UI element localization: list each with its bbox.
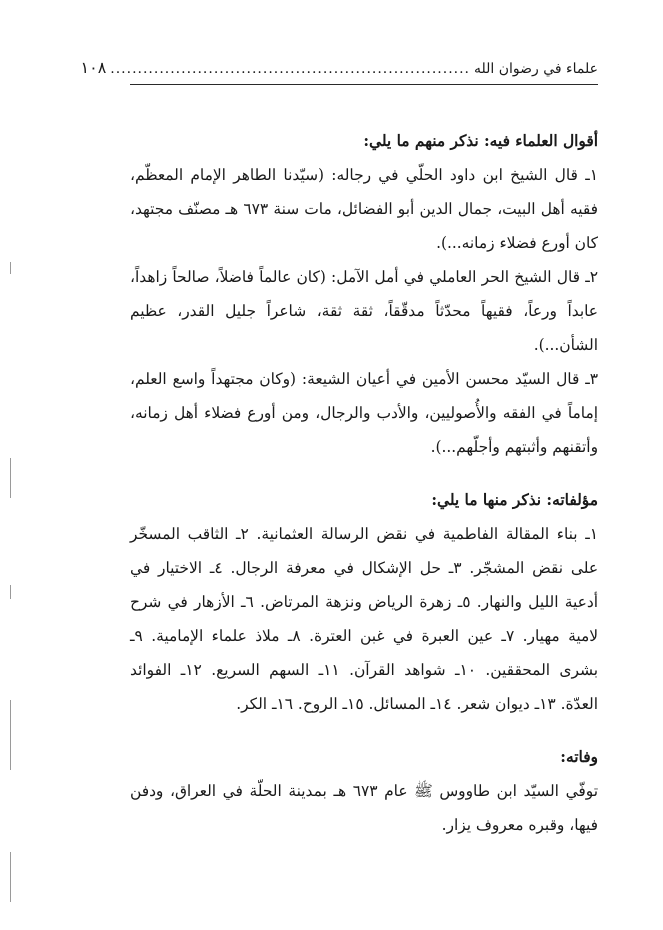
scan-margin-mark xyxy=(10,585,11,599)
saying-item: ٢ـ قال الشيخ الحر العاملي في أمل الآمل: (كان عالماً فاضلاً، صالحاً زاهداً، عابداً ورعاً، فقيهاً محدّثاً مدقّقاً، ثقة ثقة، شاعراً جليل القدر، عظيم الشأن...). xyxy=(130,268,598,354)
works-list: ١ـ بناء المقالة الفاطمية في نقض الرسالة العثمانية. ٢ـ الثاقب المسخّر على نقض المشجّر. ٣ـ حل الإشكال في معرفة الرجال. ٤ـ الاختيار في أدعية الليل والنهار. ٥ـ زهرة الرياض ونزهة المرتاض. ٦ـ الأزهار في شرح لامية مهيار. ٧ـ عين العبرة في غبن العترة. ٨ـ ملاذ علماء الإمامية. ٩ـ بشرى المحققين. ١٠ـ شواهد القرآن. ١١ـ السهم السريع. ١٢ـ الفوائد العدّة. ١٣ـ ديوان شعر. ١٤ـ المسائل. ١٥ـ الروح. ١٦ـ الكر. xyxy=(130,525,599,713)
death-section xyxy=(130,740,598,842)
scan-margin-mark xyxy=(10,852,11,902)
scan-margin-mark xyxy=(10,700,11,770)
running-header xyxy=(80,58,598,85)
running-title: علماء في رضوان الله xyxy=(474,61,598,77)
saying-item: ١ـ قال الشيخ ابن داود الحلّي في رجاله: (سيّدنا الطاهر الإمام المعظّم، فقيه أهل البيت، جمال الدين أبو الفضائل، مات سنة ٦٧٣ هـ مصنّف مجتهد، كان أورع فضلاء زمانه...). xyxy=(130,166,598,252)
scholars-sayings-section xyxy=(130,124,598,464)
death-heading: وفاته: xyxy=(560,748,598,766)
page-number: ١٠٨ xyxy=(80,58,107,77)
scan-margin-mark xyxy=(10,262,11,274)
sayings-heading: أقوال العلماء فيه: نذكر منهم ما يلي: xyxy=(363,132,598,150)
works-heading: مؤلفاته: نذكر منها ما يلي: xyxy=(431,491,598,509)
leader-dots: .................................................................. xyxy=(110,61,470,77)
saying-item: ٣ـ قال السيّد محسن الأمين في أعيان الشيعة: (وكان مجتهداً واسع العلم، إماماً في الفقه والأُصوليين، والأدب والرجال، ومن أورع فضلاء أهل زمانه، وأتقنهم وأثبتهم وأجلّهم...). xyxy=(130,370,598,456)
scan-margin-mark xyxy=(10,458,11,498)
works-section xyxy=(130,483,598,721)
death-text: توفّي السيّد ابن طاووس ﷺ عام ٦٧٣ هـ بمدينة الحلّة في العراق، ودفن فيها، وقبره معروف يزار. xyxy=(130,782,598,834)
